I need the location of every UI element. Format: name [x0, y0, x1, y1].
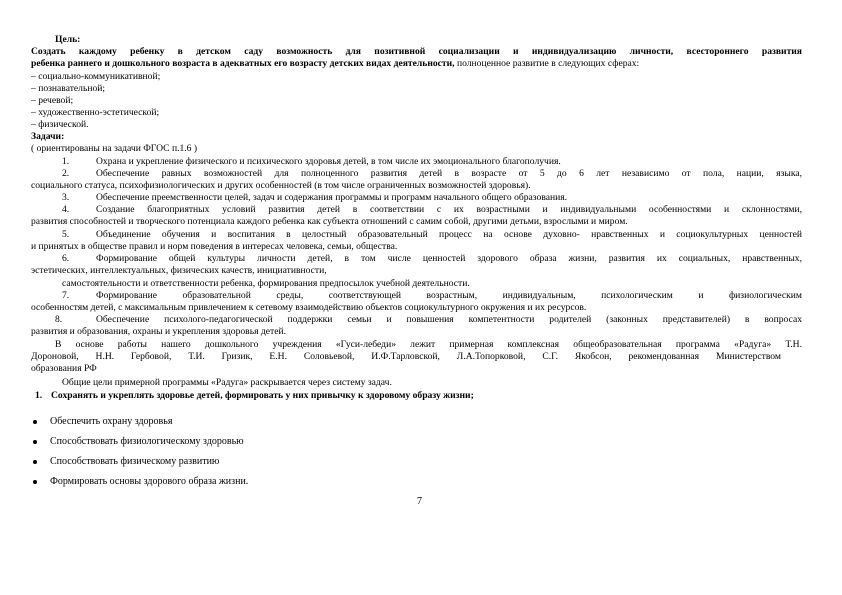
- task-text: Обеспечение психолого-педагогической поддержки семьи и повышения компетентности родителей (законных представителей) в вопросах: [96, 314, 802, 325]
- bullet-icon: [33, 480, 37, 484]
- task-text: Формирование образовательной среды, соответствующей возрастным, индивидуальным, психологическим и физиологическим: [96, 290, 802, 301]
- task-text: особенностям детей, с максимальным привлечением к сетевому взаимодействию объектов социокультурного окружения и их ресурсов.: [31, 302, 587, 313]
- task-text: развития и образования, охраны и укрепления здоровья детей.: [31, 326, 287, 337]
- task-number: 4.: [62, 204, 70, 215]
- task-text: Объединение обучения и воспитания в целостный образовательный процесс на основе духовно- нравственных и социокультурных ценностей: [96, 229, 802, 240]
- bullet-text: Способствовать физическому развитию: [50, 456, 220, 467]
- goal-1-number: 1.: [35, 390, 43, 401]
- page-number: 7: [417, 496, 422, 507]
- task-text: Формирование общей культуры личности детей, в том числе ценностей здорового образа жизни, развития их социальных, нравственных,: [96, 253, 802, 264]
- sphere-item: – познавательной;: [31, 83, 106, 94]
- basis-text: В основе работы нашего дошкольного учреждения «Гуси-лебеди» лежит примерная комплексная общеобразовательная программа «Радуга» Т.Н.: [55, 339, 802, 350]
- bullet-text: Обеспечить охрану здоровья: [50, 416, 173, 427]
- tasks-heading: Задачи:: [31, 131, 65, 142]
- task-number: 8.: [55, 314, 63, 325]
- goal-heading: Цель:: [55, 34, 81, 45]
- task-number: 3.: [62, 192, 70, 203]
- basis-text: Дороновой, Н.Н. Гербовой, Т.И. Гризик, Е.Н. Соловьевой, И.Ф.Тарловской, Л.А.Топорковой, С.Г. Якобсон, рекомендованная Министерством: [31, 351, 781, 362]
- goal-text-line-1: Создать каждому ребенку в детском саду возможность для позитивной социализации и индивидуализацию личности, всестороннего развития: [31, 46, 802, 57]
- task-text: и принятых в обществе правил и норм поведения в интересах человека, семьи, общества.: [31, 241, 398, 252]
- sphere-item: – художественно-эстетической;: [31, 107, 160, 118]
- task-text: развития способностей и творческого потенциала каждого ребенка как субъекта отношений с самим собой, другими детьми, взрослыми и миром.: [31, 216, 628, 227]
- task-text: социального статуса, психофизиологических и других особенностей (в том числе ограниченных возможностей здоровья).: [31, 180, 531, 191]
- task-text: Создание благоприятных условий развития детей в соответствии с их возрастными и индивидуальными особенностями и склонностями,: [96, 204, 802, 215]
- task-number: 5.: [62, 229, 70, 240]
- task-text: Охрана и укрепление физического и психического здоровья детей, в том числе их эмоционального благополучия.: [96, 156, 561, 167]
- bullet-text: Способствовать физиологическому здоровью: [50, 436, 244, 447]
- task-number: 1.: [62, 156, 70, 167]
- general-goals-text: Общие цели примерной программы «Радуга» раскрывается через систему задач.: [62, 377, 392, 388]
- sphere-item: – речевой;: [31, 95, 74, 106]
- tasks-note: ( ориентированы на задачи ФГОС п.1.6 ): [31, 143, 198, 154]
- bullet-icon: [33, 440, 37, 444]
- task-text: Обеспечение преемственности целей, задач и содержания программы и программ начального общего образования.: [96, 192, 568, 203]
- goal-bold-part: ребенка раннего и дошкольного возраста в адекватных его возрасту детских видах деятельности,: [31, 58, 455, 69]
- sphere-item: – физической.: [31, 119, 89, 130]
- bullet-icon: [33, 420, 37, 424]
- goal-1-text: Сохранять и укреплять здоровье детей, формировать у них привычку к здоровому образу жизни;: [51, 390, 474, 401]
- basis-text: образования РФ: [31, 363, 97, 374]
- sphere-item: – социально-коммуникативной;: [31, 71, 161, 82]
- task-text: Обеспечение равных возможностей для полноценного развития детей в возрасте от 5 до 6 лет независимо от пола, нации, языка,: [96, 168, 802, 179]
- goal-text-line-2: [31, 58, 802, 70]
- task-text: эстетических, интеллектуальных, физических качеств, инициативности,: [31, 265, 327, 276]
- task-number: 7.: [62, 290, 70, 301]
- bullet-icon: [33, 460, 37, 464]
- task-text: самостоятельности и ответственности ребенка, формирования предпосылок учебной деятельности.: [62, 278, 470, 289]
- goal-regular-part: полноценное развитие в следующих сферах:: [454, 58, 640, 69]
- task-number: 6.: [62, 253, 70, 264]
- task-number: 2.: [62, 168, 70, 179]
- bullet-text: Формировать основы здорового образа жизни.: [50, 476, 249, 487]
